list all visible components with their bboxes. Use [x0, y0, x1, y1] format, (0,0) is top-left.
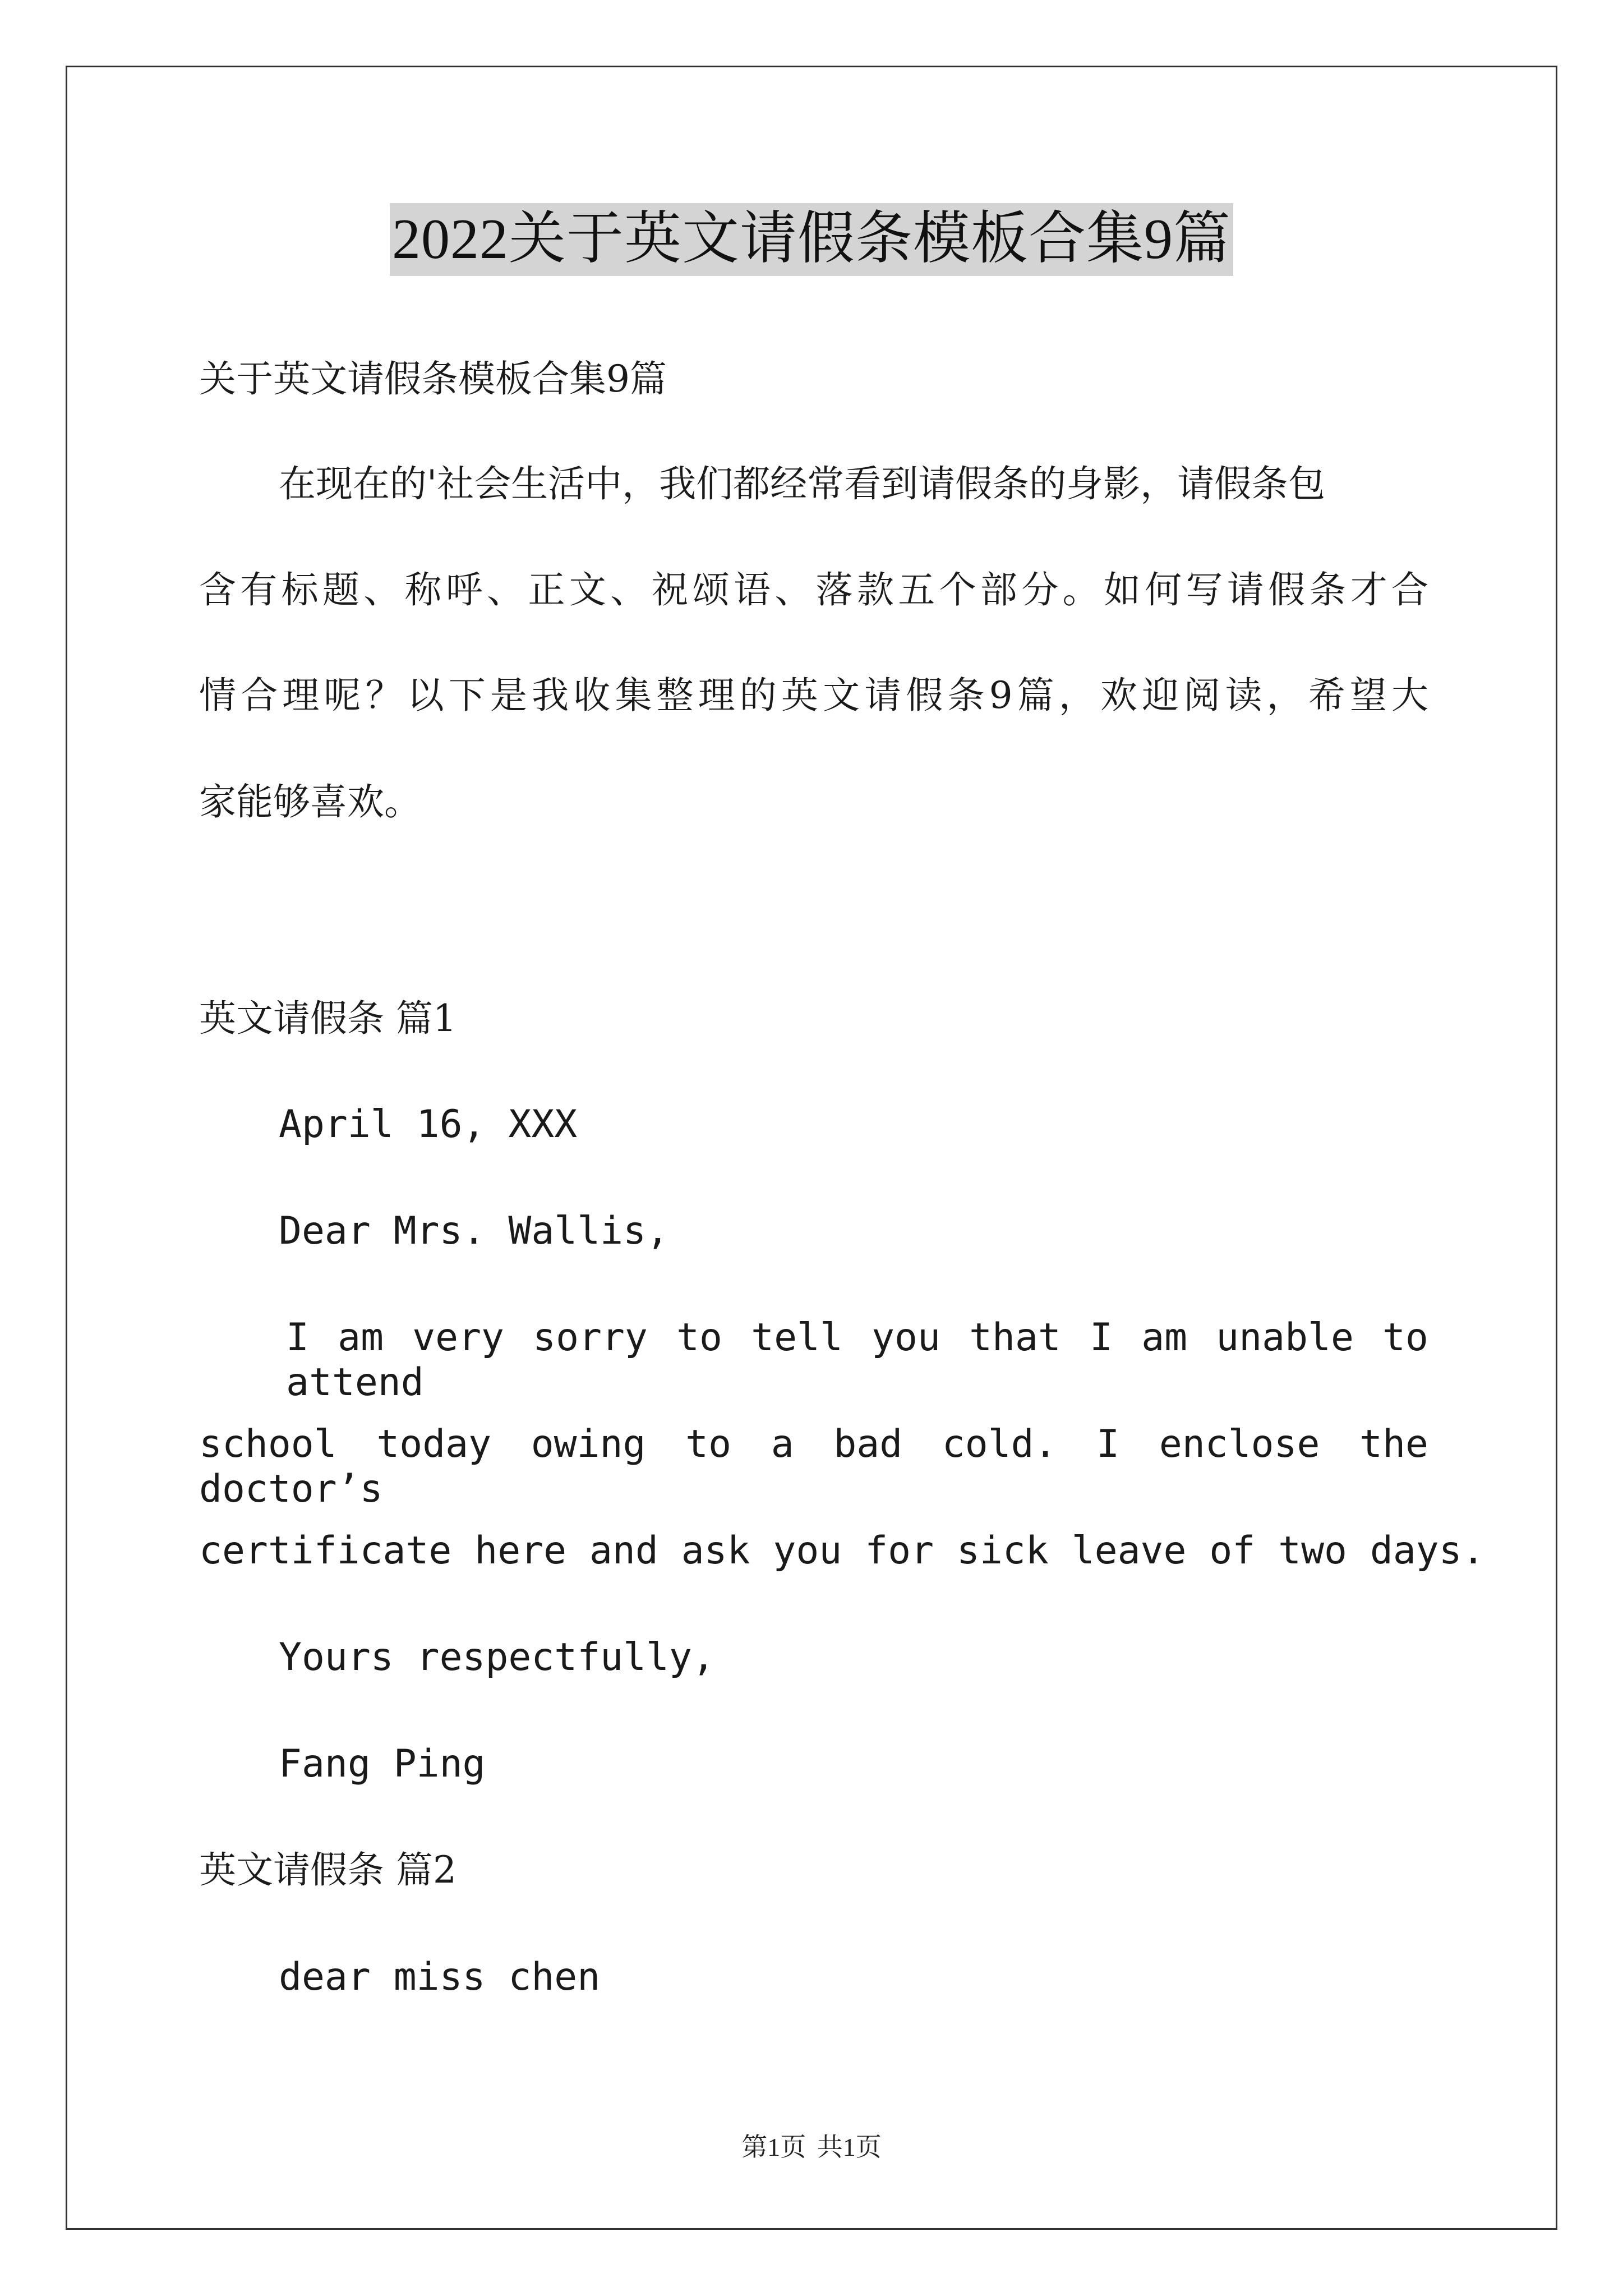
section-1-body-line-1: I am very sorry to tell you that I am unable to attend — [286, 1315, 1428, 1405]
section-2-heading: 英文请假条 篇2 — [199, 1848, 457, 1892]
intro-line-4: 家能够喜欢。 — [199, 780, 421, 823]
intro-line-1: 在现在的'社会生活中，我们都经常看到请假条的身影，请假条包 — [279, 462, 1326, 505]
section-1-salutation: Dear Mrs. Wallis, — [279, 1209, 669, 1253]
section-1-body-line-2: school today owing to a bad cold. I enclose the doctor’s — [199, 1422, 1428, 1511]
section-1-signature: Fang Ping — [279, 1742, 486, 1786]
document-title: 2022关于英文请假条模板合集9篇 — [390, 203, 1233, 276]
intro-line-2: 含有标题、称呼、正文、祝颂语、落款五个部分。如何写请假条才合 — [199, 568, 1428, 611]
document-subtitle: 关于英文请假条模板合集9篇 — [199, 357, 667, 401]
section-2-salutation: dear miss chen — [279, 1955, 601, 1999]
intro-line-3: 情合理呢？以下是我收集整理的英文请假条9篇，欢迎阅读，希望大 — [199, 674, 1428, 717]
section-1-body-line-3: certificate here and ask you for sick leave of two days. — [199, 1529, 1485, 1573]
section-1-closing: Yours respectfully, — [279, 1635, 715, 1680]
title-container — [0, 203, 1623, 276]
section-1-heading: 英文请假条 篇1 — [199, 997, 457, 1040]
page-number-footer: 第1页 共1页 — [741, 2133, 882, 2161]
section-1-date: April 16, XXX — [279, 1102, 578, 1147]
